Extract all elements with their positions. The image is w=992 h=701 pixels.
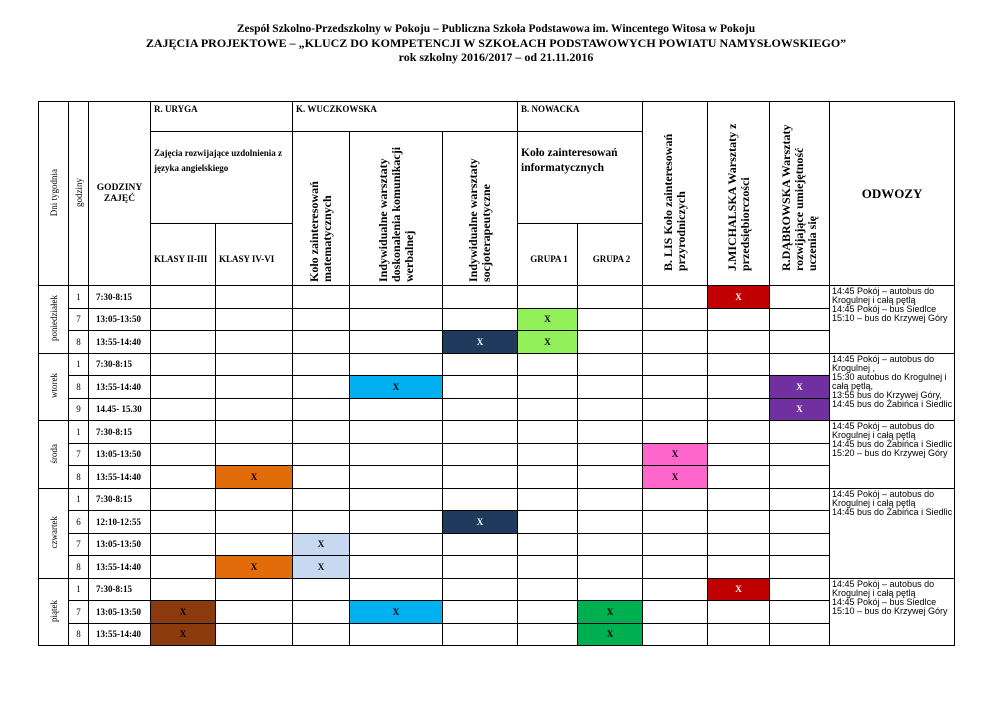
lesson-number: 7 — [69, 308, 89, 331]
schedule-mark: X — [151, 601, 216, 624]
schedule-mark: X — [216, 556, 293, 579]
schedule-cell-t5 — [708, 308, 770, 331]
day-label: piątek — [39, 578, 69, 646]
schedule-cell-t4 — [643, 601, 708, 624]
odwozy-line: Krogulnej i całą pętlą — [832, 587, 916, 598]
schedule-cell-a1 — [151, 398, 216, 421]
table-row — [39, 421, 955, 444]
lesson-time: 7:30-8:15 — [89, 421, 151, 444]
schedule-cell-g2 — [578, 556, 643, 579]
lesson-time: 13:55-14:40 — [89, 623, 151, 646]
schedule-cell-s1 — [293, 466, 350, 489]
schedule-cell-t6 — [770, 308, 830, 331]
lesson-number: 8 — [69, 556, 89, 579]
schedule-cell-a1 — [151, 286, 216, 309]
subject-it: Koło zainteresowań informatycznych — [518, 132, 643, 224]
col-hours-header: godziny — [69, 102, 89, 286]
odwozy-line: Krogulnej , — [832, 362, 876, 373]
schedule-cell-t6 — [770, 421, 830, 444]
lesson-time: 13:55-14:40 — [89, 376, 151, 399]
schedule-mark: X — [643, 443, 708, 466]
schedule-mark: X — [443, 331, 518, 354]
teacher-wuczkowska: K. WUCZKOWSKA — [293, 102, 518, 132]
schedule-cell-a1 — [151, 308, 216, 331]
schedule-cell-s2 — [350, 398, 443, 421]
schedule-cell-s1 — [293, 398, 350, 421]
group-classes-4-6: KLASY IV-VI — [216, 224, 293, 286]
schedule-cell-s2 — [350, 443, 443, 466]
odwozy-cell — [830, 578, 955, 646]
schedule-cell-t4 — [643, 421, 708, 444]
schedule-cell-g1 — [518, 398, 578, 421]
lesson-time: 7:30-8:15 — [89, 353, 151, 376]
schedule-cell-s2 — [350, 466, 443, 489]
schedule-cell-a1 — [151, 556, 216, 579]
lesson-time: 13:05-13:50 — [89, 601, 151, 624]
odwozy-line: 14:45 Pokój – autobus do — [832, 488, 935, 499]
schedule-cell-s2 — [350, 511, 443, 534]
schedule-cell-t4 — [643, 286, 708, 309]
schedule-cell-t5 — [708, 376, 770, 399]
schedule-cell-s1 — [293, 353, 350, 376]
schedule-cell-g2 — [578, 443, 643, 466]
odwozy-cell — [830, 488, 955, 578]
lesson-number: 7 — [69, 601, 89, 624]
subject-communication: Indywidualne warsztaty doskonalenia komunikacji werbalnej — [350, 132, 443, 286]
schedule-cell-s2 — [350, 421, 443, 444]
schedule-cell-t5 — [708, 331, 770, 354]
schedule-cell-s1 — [293, 286, 350, 309]
schedule-cell-s3 — [443, 286, 518, 309]
schedule-cell-s3 — [443, 376, 518, 399]
schedule-cell-a2 — [216, 398, 293, 421]
schedule-mark: X — [518, 308, 578, 331]
schedule-cell-s1 — [293, 488, 350, 511]
schedule-cell-t5 — [708, 488, 770, 511]
schedule-cell-s2 — [350, 623, 443, 646]
schedule-cell-g1 — [518, 421, 578, 444]
school-name: Zespół Szkolno-Przedszkolny w Pokoju – Publiczna Szkoła Podstawowa im. Wincentego Witosa w Pokoju — [236, 23, 756, 35]
schedule-table — [38, 101, 955, 646]
schedule-cell-s1 — [293, 308, 350, 331]
schedule-cell-t5 — [708, 398, 770, 421]
schedule-cell-a2 — [216, 308, 293, 331]
schedule-cell-s3 — [443, 421, 518, 444]
schedule-cell-t4 — [643, 511, 708, 534]
odwozy-line: całą pętlą, — [832, 380, 874, 391]
lesson-time: 13:55-14:40 — [89, 556, 151, 579]
odwozy-line: 13:55 bus do Krzywej Góry, — [832, 389, 942, 400]
schedule-cell-a1 — [151, 466, 216, 489]
schedule-cell-s1 — [293, 601, 350, 624]
schedule-cell-a2 — [216, 578, 293, 601]
schedule-cell-t6 — [770, 488, 830, 511]
schedule-cell-s3 — [443, 556, 518, 579]
lesson-number: 6 — [69, 511, 89, 534]
schedule-cell-a2 — [216, 421, 293, 444]
schedule-cell-a1 — [151, 578, 216, 601]
teacher-uryga: R. URYGA — [151, 102, 293, 132]
schedule-mark: X — [578, 601, 643, 624]
schedule-cell-t5 — [708, 601, 770, 624]
odwozy-cell — [830, 353, 955, 421]
schedule-cell-g2 — [578, 308, 643, 331]
schedule-cell-s1 — [293, 443, 350, 466]
lesson-number: 8 — [69, 623, 89, 646]
schedule-cell-t4 — [643, 353, 708, 376]
odwozy-line: 15:10 – bus do Krzywej Góry — [832, 313, 948, 323]
lesson-number: 1 — [69, 421, 89, 444]
schedule-cell-a1 — [151, 331, 216, 354]
schedule-cell-g1 — [518, 578, 578, 601]
table-row — [39, 443, 955, 466]
schedule-mark: X — [578, 623, 643, 646]
document-header — [0, 22, 992, 64]
schedule-cell-s1 — [293, 331, 350, 354]
odwozy-line: Krogulnej i całą pętlą — [832, 295, 916, 305]
odwozy-line: 15:20 – bus do Krzywej Góry — [832, 448, 948, 458]
lesson-time: 13:55-14:40 — [89, 466, 151, 489]
schedule-cell-t4 — [643, 556, 708, 579]
schedule-mark: X — [708, 286, 770, 309]
schedule-mark: X — [708, 578, 770, 601]
school-year: rok szkolny 2016/2017 – od 21.11.2016 — [398, 50, 594, 64]
lesson-time: 7:30-8:15 — [89, 488, 151, 511]
schedule-cell-g2 — [578, 286, 643, 309]
day-label: poniedziałek — [39, 286, 69, 354]
schedule-cell-g2 — [578, 376, 643, 399]
schedule-cell-s2 — [350, 488, 443, 511]
schedule-cell-s3 — [443, 398, 518, 421]
schedule-cell-t5 — [708, 466, 770, 489]
schedule-cell-s3 — [443, 578, 518, 601]
schedule-mark: X — [293, 533, 350, 556]
lesson-number: 1 — [69, 578, 89, 601]
table-row — [39, 398, 955, 421]
schedule-cell-a2 — [216, 376, 293, 399]
schedule-cell-a2 — [216, 286, 293, 309]
subject-socio: Indywidualne warsztaty socjoterapeutyczne — [443, 132, 518, 286]
schedule-cell-g2 — [578, 578, 643, 601]
schedule-cell-t6 — [770, 286, 830, 309]
schedule-cell-t6 — [770, 533, 830, 556]
lesson-number: 8 — [69, 331, 89, 354]
schedule-cell-s2 — [350, 556, 443, 579]
table-row — [39, 601, 955, 624]
lesson-number: 8 — [69, 466, 89, 489]
schedule-cell-g1 — [518, 556, 578, 579]
schedule-cell-s3 — [443, 533, 518, 556]
schedule-mark: X — [350, 376, 443, 399]
schedule-cell-t6 — [770, 601, 830, 624]
lesson-number: 1 — [69, 353, 89, 376]
schedule-cell-t4 — [643, 376, 708, 399]
schedule-mark: X — [350, 601, 443, 624]
schedule-cell-t6 — [770, 578, 830, 601]
schedule-cell-s2 — [350, 533, 443, 556]
odwozy-line: 14:45 Pokój – autobus do — [832, 286, 935, 296]
schedule-cell-t6 — [770, 353, 830, 376]
table-row — [39, 331, 955, 354]
schedule-cell-s3 — [443, 353, 518, 376]
group-1: GRUPA 1 — [518, 224, 578, 286]
schedule-cell-g1 — [518, 466, 578, 489]
odwozy-cell — [830, 286, 955, 354]
schedule-cell-s1 — [293, 511, 350, 534]
schedule-cell-s2 — [350, 331, 443, 354]
teacher-lis: B. LIS Koło zainteresowań przyrodniczych — [643, 102, 708, 286]
odwozy-line: Krogulnej i całą pętlą — [832, 430, 916, 440]
odwozy-line: 14:45 Pokój – autobus do — [832, 353, 935, 364]
schedule-cell-t4 — [643, 488, 708, 511]
day-label: wtorek — [39, 353, 69, 421]
group-2: GRUPA 2 — [578, 224, 643, 286]
schedule-cell-a2 — [216, 601, 293, 624]
odwozy-line: 14:45 bus do Żabińca i Siedlic — [832, 439, 953, 449]
table-row — [39, 578, 955, 601]
schedule-cell-g1 — [518, 601, 578, 624]
lesson-number: 7 — [69, 533, 89, 556]
schedule-cell-g2 — [578, 488, 643, 511]
schedule-cell-t6 — [770, 556, 830, 579]
lesson-time: 7:30-8:15 — [89, 578, 151, 601]
col-days-header: Dni tygodnia — [39, 102, 69, 286]
schedule-cell-s2 — [350, 353, 443, 376]
lesson-number: 9 — [69, 398, 89, 421]
table-row — [39, 511, 955, 534]
lesson-time: 13:05-13:50 — [89, 443, 151, 466]
lesson-number: 7 — [69, 443, 89, 466]
schedule-cell-t5 — [708, 421, 770, 444]
odwozy-line: 14:45 Pokój – autobus do — [832, 578, 935, 589]
schedule-cell-t6 — [770, 443, 830, 466]
schedule-cell-t4 — [643, 331, 708, 354]
schedule-cell-s3 — [443, 466, 518, 489]
odwozy-line: 15:10 – bus do Krzywej Góry — [832, 605, 948, 616]
schedule-cell-t6 — [770, 511, 830, 534]
schedule-cell-g2 — [578, 511, 643, 534]
schedule-cell-s2 — [350, 578, 443, 601]
schedule-cell-a2 — [216, 511, 293, 534]
schedule-cell-a1 — [151, 443, 216, 466]
schedule-mark: X — [518, 331, 578, 354]
schedule-cell-s2 — [350, 308, 443, 331]
day-label: czwartek — [39, 488, 69, 578]
table-row — [39, 488, 955, 511]
schedule-cell-g1 — [518, 511, 578, 534]
schedule-cell-g2 — [578, 331, 643, 354]
schedule-cell-g1 — [518, 623, 578, 646]
schedule-cell-s3 — [443, 623, 518, 646]
lesson-time: 7:30-8:15 — [89, 286, 151, 309]
schedule-cell-s1 — [293, 421, 350, 444]
schedule-cell-g2 — [578, 398, 643, 421]
schedule-cell-a2 — [216, 443, 293, 466]
schedule-cell-g2 — [578, 421, 643, 444]
table-row — [39, 533, 955, 556]
teacher-dabrowska: R.DĄBROWSKA Warsztaty rozwijające umiejętność uczenia się — [770, 102, 830, 286]
col-time-header: GODZINY ZAJĘĆ — [89, 102, 151, 286]
odwozy-line: 14:45 bus do Żabińca i Siedlic — [832, 398, 953, 409]
odwozy-line: 14:45 bus do Żabińca i Siedlic — [832, 506, 953, 517]
schedule-cell-a2 — [216, 331, 293, 354]
schedule-cell-t6 — [770, 623, 830, 646]
odwozy-line: Krogulnej i całą pętlą — [832, 497, 916, 508]
table-row — [39, 308, 955, 331]
schedule-cell-a2 — [216, 623, 293, 646]
schedule-cell-t4 — [643, 578, 708, 601]
group-classes-2-3: KLASY II-III — [151, 224, 216, 286]
schedule-cell-s3 — [443, 601, 518, 624]
schedule-cell-g2 — [578, 533, 643, 556]
schedule-cell-a2 — [216, 533, 293, 556]
lesson-number: 1 — [69, 286, 89, 309]
schedule-cell-s1 — [293, 578, 350, 601]
schedule-mark: X — [151, 623, 216, 646]
teacher-nowacka: B. NOWACKA — [518, 102, 643, 132]
schedule-cell-s1 — [293, 623, 350, 646]
lesson-time: 13:05-13:50 — [89, 308, 151, 331]
schedule-cell-s3 — [443, 443, 518, 466]
schedule-mark: X — [770, 376, 830, 399]
schedule-cell-t4 — [643, 533, 708, 556]
schedule-cell-a1 — [151, 511, 216, 534]
table-row — [39, 556, 955, 579]
project-title: ZAJĘCIA PROJEKTOWE – „KLUCZ DO KOMPETENCJI W SZKOŁACH PODSTAWOWYCH POWIATU NAMYSŁOWSKIEGO” — [145, 36, 847, 50]
schedule-cell-g1 — [518, 286, 578, 309]
schedule-cell-g1 — [518, 353, 578, 376]
schedule-mark: X — [643, 466, 708, 489]
schedule-cell-t5 — [708, 443, 770, 466]
schedule-cell-g2 — [578, 353, 643, 376]
schedule-cell-a1 — [151, 421, 216, 444]
schedule-cell-t6 — [770, 331, 830, 354]
teacher-michalska: J.MICHALSKA Warsztaty z przedsiębiorczości — [708, 102, 770, 286]
lesson-number: 1 — [69, 488, 89, 511]
schedule-cell-a2 — [216, 353, 293, 376]
table-row — [39, 466, 955, 489]
lesson-time: 13:55-14:40 — [89, 331, 151, 354]
schedule-cell-t4 — [643, 308, 708, 331]
schedule-cell-s2 — [350, 286, 443, 309]
schedule-cell-s3 — [443, 488, 518, 511]
schedule-cell-g1 — [518, 376, 578, 399]
schedule-cell-t5 — [708, 511, 770, 534]
odwozy-cell — [830, 421, 955, 489]
schedule-cell-a2 — [216, 488, 293, 511]
schedule-cell-s1 — [293, 376, 350, 399]
schedule-mark: X — [443, 511, 518, 534]
subject-math: Koło zainteresowań matematycznych — [293, 132, 350, 286]
table-row — [39, 623, 955, 646]
schedule-cell-a1 — [151, 353, 216, 376]
table-row — [39, 286, 955, 309]
schedule-cell-t4 — [643, 398, 708, 421]
lesson-time: 13:05-13:50 — [89, 533, 151, 556]
schedule-cell-g1 — [518, 488, 578, 511]
schedule-cell-t5 — [708, 556, 770, 579]
odwozy-line: 14:45 Pokój – autobus do — [832, 421, 935, 431]
schedule-mark: X — [293, 556, 350, 579]
schedule-cell-a1 — [151, 533, 216, 556]
schedule-cell-t5 — [708, 623, 770, 646]
schedule-mark: X — [770, 398, 830, 421]
schedule-cell-t6 — [770, 466, 830, 489]
schedule-cell-s3 — [443, 308, 518, 331]
schedule-cell-g2 — [578, 466, 643, 489]
table-row — [39, 376, 955, 399]
schedule-cell-t5 — [708, 353, 770, 376]
schedule-mark: X — [216, 466, 293, 489]
lesson-time: 12:10-12:55 — [89, 511, 151, 534]
lesson-time: 14.45- 15.30 — [89, 398, 151, 421]
schedule-cell-t4 — [643, 623, 708, 646]
schedule-cell-t5 — [708, 533, 770, 556]
odwozy-line: 15:30 autobus do Krogulnej i — [832, 371, 947, 382]
table-row — [39, 353, 955, 376]
schedule-cell-a1 — [151, 376, 216, 399]
odwozy-line: 14:45 Pokój – bus Siedlce — [832, 596, 937, 607]
subject-english: Zajęcia rozwijające uzdolnienia z języka angielskiego — [151, 132, 293, 224]
schedule-cell-g1 — [518, 443, 578, 466]
schedule-cell-a1 — [151, 488, 216, 511]
schedule-cell-g1 — [518, 533, 578, 556]
odwozy-header: ODWOZY — [830, 102, 955, 286]
lesson-number: 8 — [69, 376, 89, 399]
day-label: środa — [39, 421, 69, 489]
odwozy-line: 14:45 Pokój – bus Siedlce — [832, 304, 937, 314]
